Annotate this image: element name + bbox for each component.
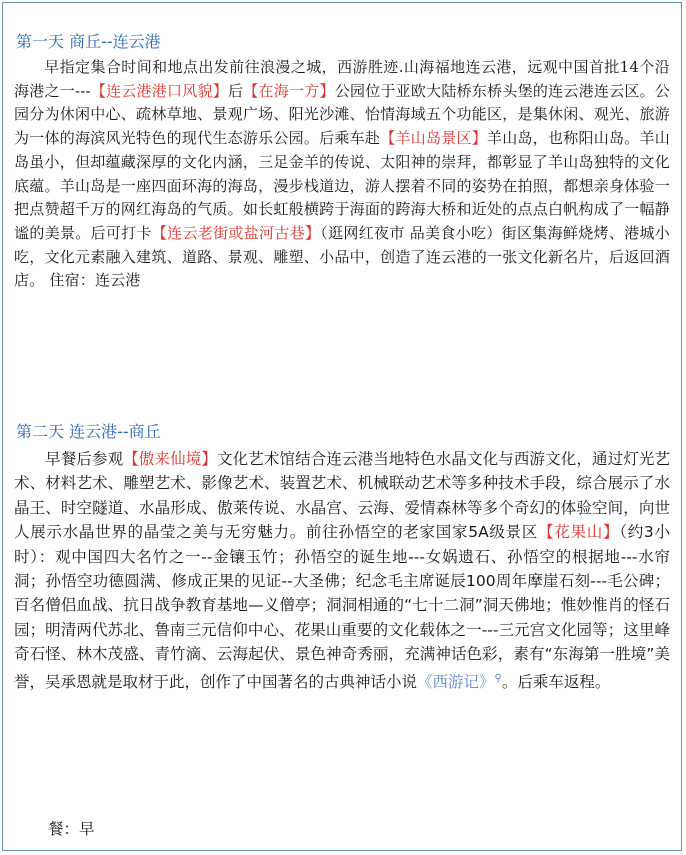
highlight-aolai-xianjing: 【傲来仙境】 (123, 450, 217, 468)
meal-info: 餐：早 (48, 820, 95, 838)
day2-description (14, 447, 670, 694)
day1-text-5: （逛网红夜市 品美食小吃）街区集海鲜烧烤、港城小吃，文化元素融入建筑、道路、景观、雕塑、小品中，创造了连云港的一张文化新名片，后返回酒店。 住宿：连云港 (14, 223, 670, 290)
day2-text-3: （约3小时）：观中国四大名竹之一--金镶玉竹；孙悟空的诞生地---女娲遗石、孙悟空的根据地---水帘洞；孙悟空功德圆满、修成正果的见证--大圣佛；纪念毛主席诞辰100周年摩崖石刻---毛公碑；百名僧侣血战、抗日战争教育基地—义僧亭；洞洞相通的“七十二洞”洞天佛地；惟妙惟肖的怪石园；明清两代苏北、鲁南三元信仰中心、花果山重要的文化载体之一---三元宫文化园等；这里峰奇石怪、林木茂盛、青竹滴、云海起伏、景色神奇秀丽，充满神话色彩，素有“东海第一胜境”美誉，吴承恩就是取材于此，创作了中国著名的古典神话小说 (14, 523, 670, 691)
day2-title: 第二天 连云港--商丘 (16, 422, 161, 441)
highlight-yangshan-island: 【羊山岛景区】 (380, 129, 487, 148)
day2-text-4: 。后乘车返程。 (501, 672, 611, 691)
day2-text-2: 文化艺术馆结合连云港当地特色水晶文化与西游文化，通过灯光艺术、材料艺术、雕塑艺术、影像艺术、装置艺术、机械联动艺术等多种技术手段，综合展示了水晶王、时空隧道、水晶形成、傲莱传说、水晶宫、云海、爱情森林等多个奇幻的体验空间，向世人展示水晶世界的晶莹之美与无穷魅力。前往孙悟空的老家国家5A级景区 (14, 450, 670, 542)
day1-text-3: 公园位于亚欧大陆桥东桥头堡的连云港连云区。公园分为休闲中心、疏林草地、景观广场、阳光沙滩、怡情海域五个功能区，是集休闲、观光、旅游为一体的海滨风光特色的现代生态游乐公园。后乘车赴 (14, 81, 671, 148)
journey-to-the-west-link[interactable]: 《西游记》 (417, 672, 495, 691)
highlight-old-street: 【连云老街或盐河古巷】 (151, 223, 321, 242)
day1-text-4: 羊山岛，也称阳山岛。羊山岛虽小，但却蕴藏深厚的文化内涵，三足金羊的传说、太阳神的崇拜，都彰显了羊山岛独特的文化底蕴。羊山岛是一座四面环海的海岛，漫步栈道边，游人摆着不同的姿势在拍照，都想亲身体验一把点赞超千万的网红海岛的气质。如长虹般横跨于海面的跨海大桥和近处的点点白帆构成了一幅静谧的美景。后可打卡 (14, 129, 670, 242)
day1-text-1: 早指定集合时间和地点出发前往浪漫之城，西游胜迹.山海福地连云港，远观中国首批14个沿海港之一--- (14, 58, 670, 100)
highlight-zaihaiyifang: 【在海一方】 (243, 81, 335, 100)
search-icon[interactable]: ⚲ (494, 672, 502, 684)
day1-title: 第一天 商丘--连云港 (16, 32, 161, 51)
day2-text-1: 早餐后参观 (45, 450, 124, 468)
highlight-huaguoshan: 【花果山】 (538, 523, 620, 542)
day1-text-2: 后 (228, 81, 244, 100)
day1-description (14, 56, 670, 293)
highlight-lianyungang-port: 【连云港港口风貌】 (90, 81, 229, 100)
